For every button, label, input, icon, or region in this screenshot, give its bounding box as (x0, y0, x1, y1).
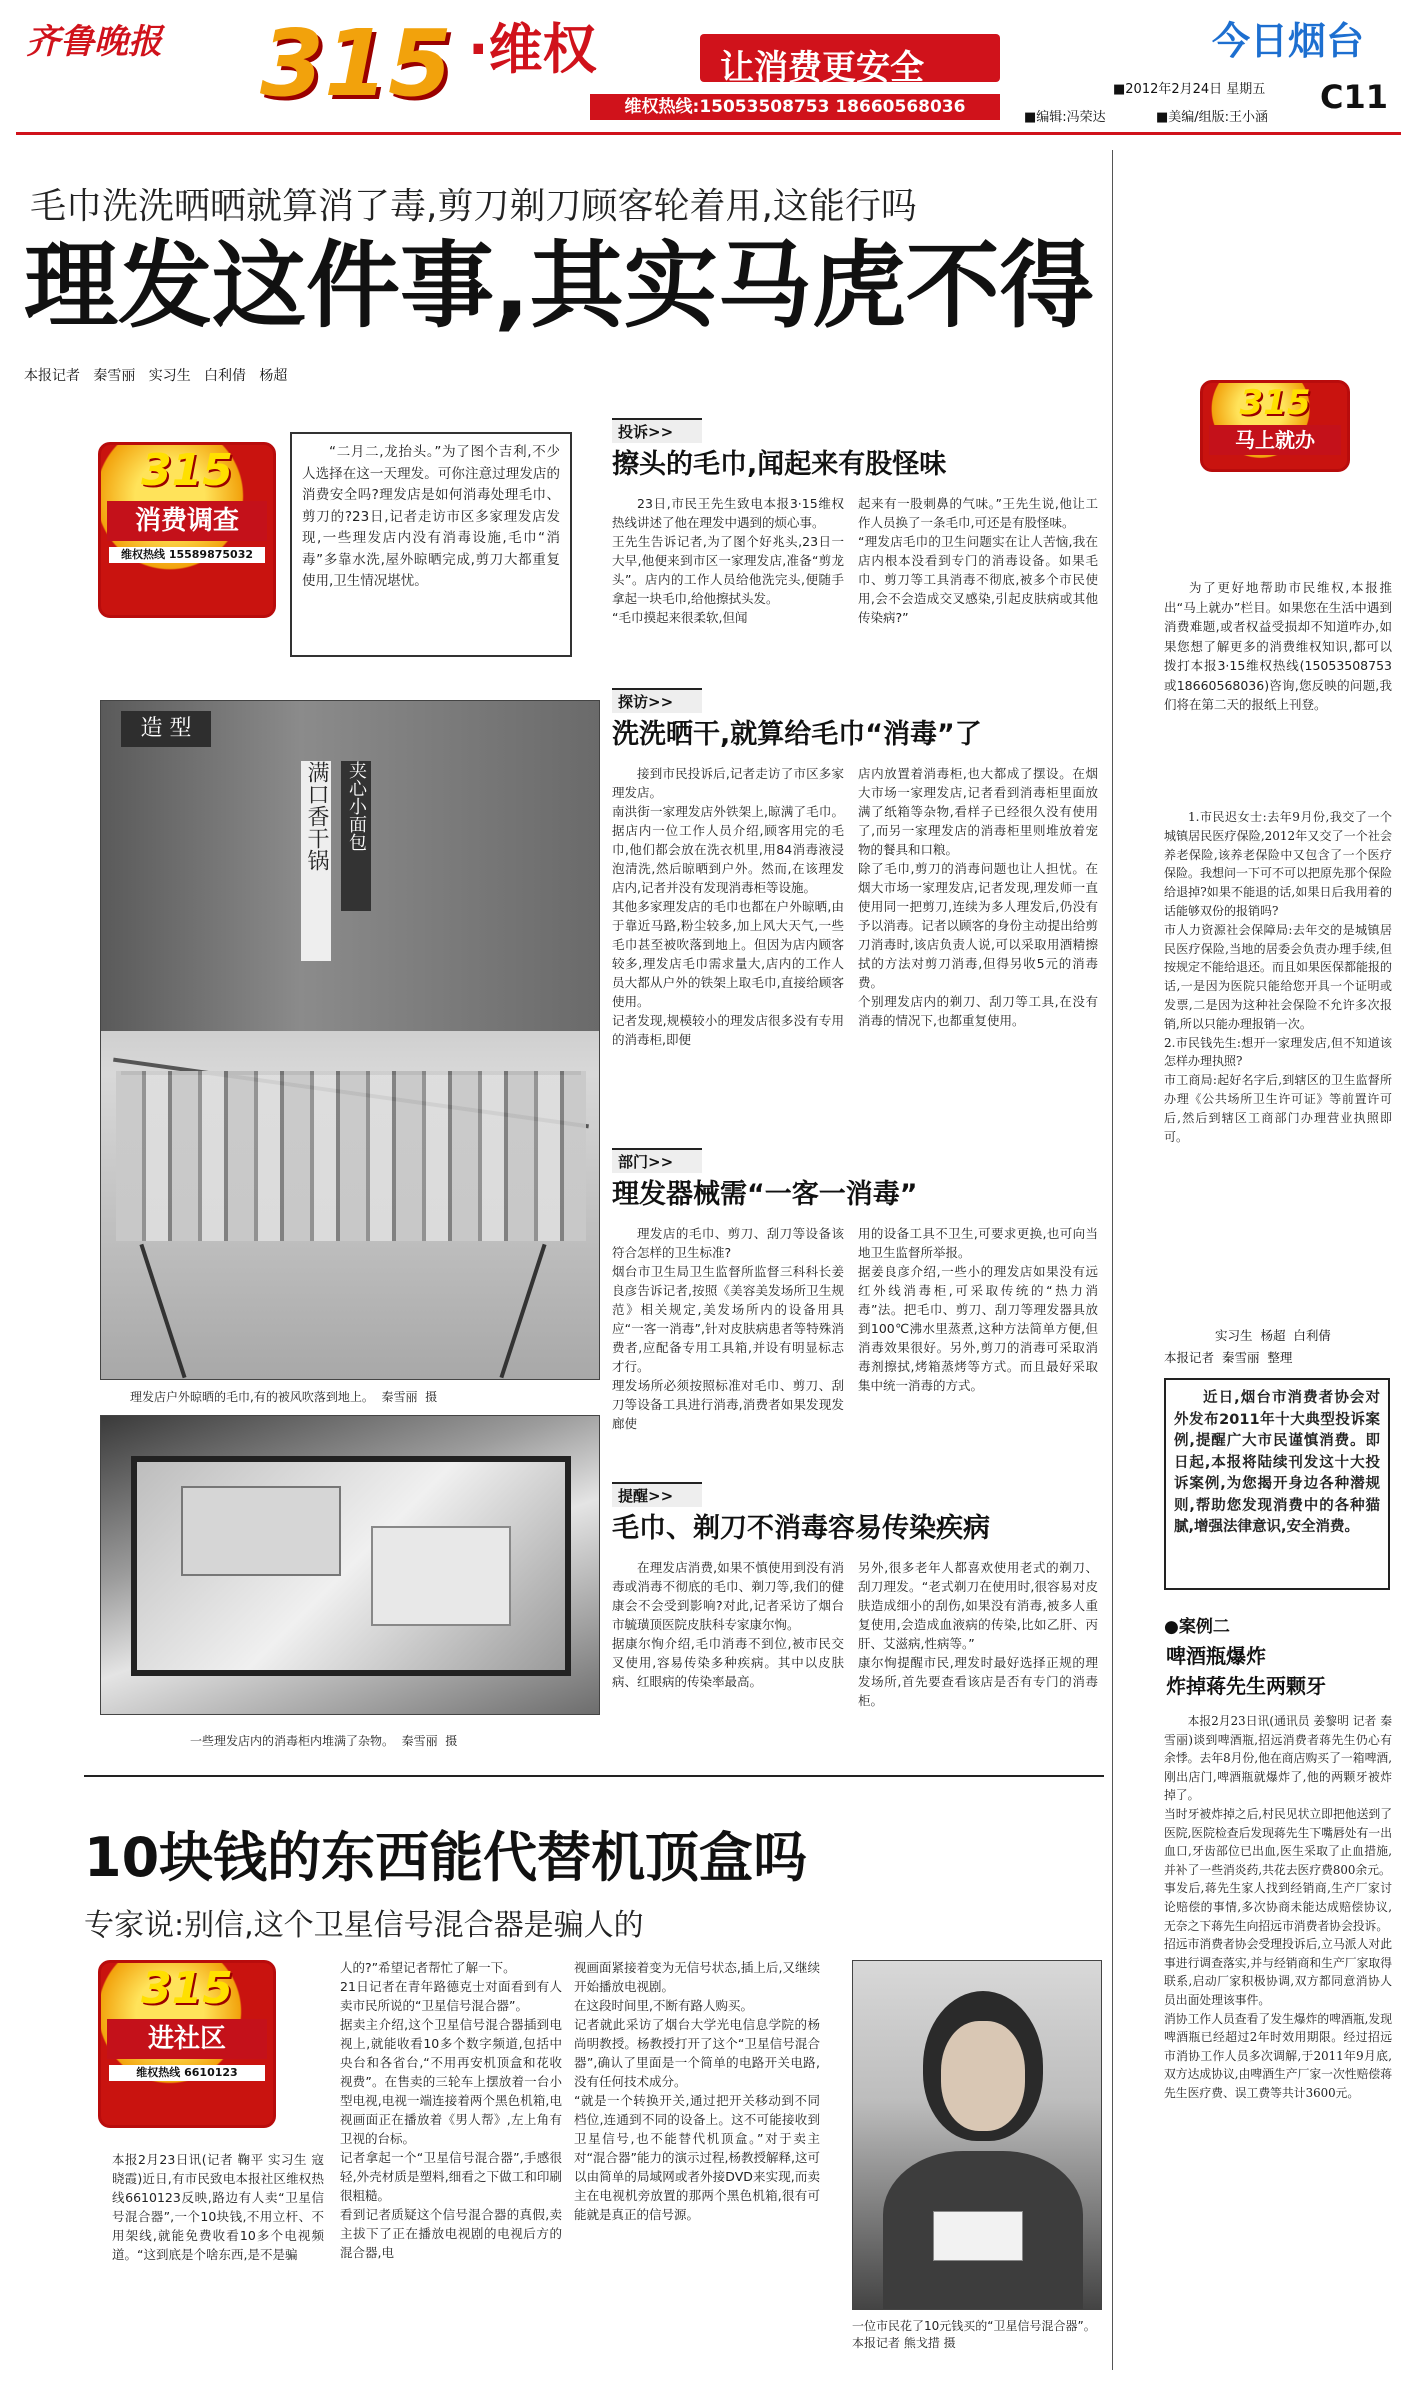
story2-headline: 10块钱的东西能代替机顶盒吗 (84, 1826, 808, 1889)
slogan-banner (700, 34, 1000, 88)
case-body: 本报2月23日讯(通讯员 姜黎明 记者 秦雪丽)谈到啤酒瓶,招远消费者蒋先生仍心有余悸。去年8月份,他在商店购买了一箱啤酒,刚出店门,啤酒瓶就爆炸了,他的两颗牙被炸掉了。 当时牙被炸掉之后,村民见状立即把他送到了医院,医院检查后发现蒋先生下嘴唇处有一出血口,牙齿部位已出血,医生采取了止血措施,并补了一些消炎药,共花去医疗费800余元。 事发后,蒋先生家人找到经销商,生产厂家讨论赔偿的事情,多次协商未能达成赔偿协议,无奈之下蒋先生向招远市消费者协会投诉。 招远市消费者协会受理投诉后,立马派人对此事进行调查落实,并与经销商和生产厂家取得联系,启动厂家积极协调,双方都同意消协人员出面处理该事件。 消协工作人员查看了发生爆炸的啤酒瓶,发现啤酒瓶已经超过2年时效用期限。经过招远市消协工作人员多次调解,于2011年9月底,双方达成协议,由啤酒生产厂家一次性赔偿蒋先生医疗费、误工费等共计3600元。 (1164, 1714, 1392, 2100)
column-divider (1112, 150, 1113, 2370)
section-tag-reminder: 提醒>> (612, 1482, 702, 1507)
hotline: 维权热线:15053508753 18660568036 (590, 94, 1000, 120)
section-title-complaint: 擦头的毛巾,闻起来有股怪味 (612, 449, 947, 480)
badge-number: 315 (141, 1963, 233, 2014)
shop-sign-style: 造 型 (121, 711, 211, 747)
story2-col3: 视画面紧接着变为无信号状态,插上后,又继续开始播放电视剧。 在这段时间里,不断有路人购买。 记者就此采访了烟台大学光电信息学院的杨尚明教授。杨教授打开了这个“卫星信号混合器”,确认了里面是一个简单的电路开关电路,没有任何技术成分。 “就是一个转换开关,通过把开关移动到不同档位,连通到不同的设备上。这不可能接收到卫星信号,也不能替代机顶盒。”对于卖主对“混合器”能力的演示过程,杨教授解释,这可以由简单的局域网或者外接DVD来实现,而卖主在电视机旁放置的那两个黑色机箱,很有可能就是真正的信号源。 (574, 1960, 820, 2222)
case-label: ●案例二 (1164, 1617, 1230, 1637)
drying-rack (101, 1031, 600, 1380)
badge-immediate (1200, 380, 1350, 472)
badge-number: 315 (141, 445, 233, 496)
photo2-caption: 一些理发店内的消毒柜内堆满了杂物。 秦雪丽 摄 (190, 1734, 458, 1748)
logo-number: 315 (260, 10, 453, 117)
photo-disinfection-cabinet (100, 1415, 600, 1715)
badge-label: 消费调查 (107, 501, 267, 541)
story-divider (84, 1775, 1104, 1777)
section-visit-col1: 接到市民投诉后,记者走访了市区多家理发店。 南洪街一家理发店外铁架上,晾满了毛巾。据店内一位工作人员介绍,顾客用完的毛巾,他们都会放在洗衣机里,用84消毒液浸泡清洗,然后晾晒到户外。然而,在该理发店内,记者并没有发现消毒柜等设施。 其他多家理发店的毛巾也都在户外晾晒,由于靠近马路,粉尘较多,加上风大天气,一些毛巾甚至被吹落到地上。但因为店内顾客较多,理发店毛巾需求量大,店内的工作人员大都从户外的铁架上取毛巾,直接给顾客使用。 记者发现,规模较小的理发店很多没有专用的消毒柜,即便 (612, 766, 844, 1047)
story1-byline: 本报记者 秦雪丽 实习生 白利倩 杨超 (24, 368, 288, 384)
section-complaint-col1: 23日,市民王先生致电本报3·15维权热线讲述了他在理发中遇到的烦心事。 王先生告诉记者,为了图个好兆头,23日一大早,他便来到市区一家理发店,准备“剪龙头”。店内的工作人员给他洗完头,便随手拿起一块毛巾,给他擦拭头发。 “毛巾摸起来很柔软,但闻 (612, 496, 844, 625)
story1-headline: 理发这件事,其实马虎不得 (24, 232, 1094, 341)
section-tag-complaint: 投诉>> (612, 418, 702, 443)
section-department-col2: 用的设备工具不卫生,可要求更换,也可向当地卫生监督所举报。 据姜良彦介绍,一些小的理发店如果没有远红外线消毒柜,可采取传统的“热力消毒”法。把毛巾、剪刀、刮刀等理发器具放到100℃沸水里蒸煮,这种方法简单方便,但消毒效果很好。另外,剪刀的消毒可采取消毒剂擦拭,烤箱蒸烤等方式。而且最好采取集中统一消毒的方式。 (858, 1226, 1098, 1393)
badge-consumer-survey (98, 442, 276, 618)
masthead-rule (16, 132, 1401, 135)
badge-community (98, 1960, 276, 2128)
lead-text: “二月二,龙抬头。”为了图个吉利,不少人选择在这一天理发。可你注意过理发店的消费安全吗?理发店是如何消毒处理毛巾、剪刀的?23日,记者走访市区多家理发店发现,一些理发店内没有消毒设施,毛巾“消毒”多靠水洗,屋外晾晒完成,剪刀大都重复使用,卫生情况堪忧。 (302, 444, 560, 589)
designer: ■美编/组版:王小涵 (1156, 110, 1269, 125)
photo-towels-drying (100, 700, 600, 1380)
story2-col2: 人的?”希望记者帮忙了解一下。 21日记者在青年路德克士对面看到有人卖市民所说的“卫星信号混合器”。 据卖主介绍,这个卫星信号混合器插到电视上,就能收看10多个数字频道,包括中央台和各省台,“不用再安机顶盒和花收视费”。在售卖的三轮车上摆放着一台小型电视,电视一端连接着两个黑色机箱,电视画面正在播放着《男人帮》,左上角有卫视的台标。 记者拿起一个“卫星信号混合器”,手感很轻,外壳材质是塑料,细看之下做工和印刷很粗糙。 看到记者质疑这个信号混合器的真假,卖主拔下了正在播放电视剧的电视后方的混合器,电 (340, 1960, 562, 2260)
section-reminder-col2: 另外,很多老年人都喜欢使用老式的剃刀、刮刀理发。“老式剃刀在使用时,很容易对皮肤造成细小的刮伤,如果没有消毒,被多人重复使用,会造成血液病的传染,比如乙肝、丙肝、艾滋病,性病等。” 康尔恂提醒市民,理发时最好选择正规的理发场所,首先要查看该店是否有专门的消毒柜。 (858, 1560, 1098, 1708)
paper-name: 齐鲁晚报 (26, 22, 162, 62)
masthead (0, 0, 1417, 130)
shop-sign-bread: 夹心小面包 (341, 761, 371, 911)
section-tag-department: 部门>> (612, 1148, 702, 1173)
badge-label: 马上就办 (1209, 425, 1341, 455)
photo3-caption: 一位市民花了10元钱买的“卫星信号混合器”。 本报记者 熊戈措 摄 (852, 2319, 1096, 2350)
section-department-col1: 理发店的毛巾、剪刀、刮刀等设备该符合怎样的卫生标准? 烟台市卫生局卫生监督所监督三科科长姜良彦告诉记者,按照《美容美发场所卫生规范》相关规定,美发场所内的设备用具应“一客一消毒”,针对皮肤病患者等特殊消费者,应配备专用工具箱,并设有明显标志才行。 理发场所必须按照标准对毛巾、剪刀、刮刀等设备工具进行消毒,消费者如果发现发廊使 (612, 1226, 844, 1431)
photo1-caption: 理发店户外晾晒的毛巾,有的被风吹落到地上。 秦雪丽 摄 (130, 1390, 438, 1404)
editor: ■编辑:冯荣达 (1024, 110, 1106, 125)
case-title-2: 炸掉蒋先生两颗牙 (1166, 1674, 1326, 1698)
story2-kicker: 专家说:别信,这个卫星信号混合器是骗人的 (84, 1908, 644, 1943)
badge-label: 进社区 (107, 2019, 267, 2059)
slogan: 让消费更安全 (720, 48, 924, 88)
hanging-towels (116, 1071, 586, 1241)
badge-number: 315 (1239, 383, 1311, 423)
badge-hotline: 维权热线 6610123 (109, 2065, 265, 2081)
shop-sign-restaurant: 满口香干锅 (301, 761, 331, 961)
sidebar-intro: 为了更好地帮助市民维权,本报推出“马上就办”栏目。如果您在生活中遇到消费难题,或者权益受损却不知道咋办,如果您想了解更多的消费维权知识,都可以拨打本报3·15维权热线(15053508753或18660568036)咨询,您反映的问题,我们将在第二天的报纸上刊登。 (1164, 580, 1392, 712)
sidebar-credit1: 实习生 杨超 白利倩 (1215, 1328, 1331, 1343)
section-title-department: 理发器械需“一客一消毒” (612, 1179, 918, 1210)
sidebar-notice-text: 近日,烟台市消费者协会对外发布2011年十大典型投诉案例,提醒广大市民谨慎消费。即日起,本报将陆续刊发这十大投诉案例,为您揭开身边各种潜规则,帮助您发现消费中的各种猫腻,增强法律意识,安全消费。 (1174, 1390, 1380, 1535)
case-title-1: 啤酒瓶爆炸 (1166, 1644, 1266, 1668)
section-title-reminder: 毛巾、剃刀不消毒容易传染疾病 (612, 1513, 990, 1544)
lead-box (290, 432, 572, 657)
section-complaint-col2: 起来有一股刺鼻的气味。”王先生说,他让工作人员换了一条毛巾,可还是有股怪味。 “理发店毛巾的卫生问题实在让人苦恼,我在店内根本没看到专门的消毒设备。如果毛巾、剪刀等工具消毒不彻底,被多个市民使用,会不会造成交叉感染,引起皮肤病或其他传染病?” (858, 496, 1098, 625)
section-reminder-col1: 在理发店消费,如果不慎使用到没有消毒或消毒不彻底的毛巾、剃刀等,我们的健康会不会受到影响?对此,记者采访了烟台市毓璜顶医院皮肤科专家康尔恂。 据康尔恂介绍,毛巾消毒不到位,被市民交叉使用,容易传染多种疾病。其中以皮肤病、红眼病的传染率最高。 (612, 1560, 844, 1689)
section-name: 今日烟台 (1212, 19, 1365, 63)
section-tag-visit: 探访>> (612, 688, 702, 713)
story2-col1: 本报2月23日讯(记者 鞠平 实习生 寇晓霞)近日,有市民致电本报社区维权热线6610123反映,路边有人卖“卫星信号混合器”,一个10块钱,不用立杆、不用架线,就能免费收看10多个电视频道。“这到底是个啥东西,是不是骗 (112, 2152, 324, 2262)
logo-title: ·维权 (468, 18, 597, 81)
sidebar-credit2: 本报记者 秦雪丽 整理 (1164, 1350, 1293, 1365)
story1-kicker: 毛巾洗洗晒晒就算消了毒,剪刀剃刀顾客轮着用,这能行吗 (30, 186, 917, 227)
page-number: C11 (1320, 78, 1389, 116)
section-title-visit: 洗洗晒干,就算给毛巾“消毒”了 (612, 719, 982, 750)
photo-woman-with-device (852, 1960, 1102, 2310)
sidebar-notice-box (1164, 1378, 1390, 1590)
badge-hotline: 维权热线 15589875032 (109, 547, 265, 563)
section-visit-col2: 店内放置着消毒柜,也大都成了摆设。在烟大市场一家理发店,记者看到消毒柜里面放满了纸箱等杂物,看样子已经很久没有使用了,而另一家理发店的消毒柜里则堆放着宠物的餐具和口粮。 除了毛巾,剪刀的消毒问题也让人担忧。在烟大市场一家理发店,记者发现,理发师一直使用同一把剪刀,连续为多人理发后,仍没有予以消毒。记者以顾客的身份主动提出给剪刀消毒时,该店负责人说,可以采取用酒精擦拭的方法对剪刀消毒,但得另收5元的消毒费。 个别理发店内的剃刀、刮刀等工具,在没有消毒的情况下,也都重复使用。 (858, 766, 1098, 1028)
issue-date: ■2012年2月24日 星期五 (1113, 82, 1266, 97)
logo-315 (260, 10, 1020, 126)
sidebar-qa: 1.市民迟女士:去年9月份,我交了一个城镇居民医疗保险,2012年又交了一个社会养老保险,该养老保险中又包含了一个医疗保险。我想问一下可不可以把原先那个保险给退掉?如果不能退的话,如果日后我用着的话能够双份的报销吗? 市人力资源社会保障局:去年交的是城镇居民医疗保险,当地的居委会负责办理手续,但按规定不能给退还。而且如果医保都能报的话,一是因为医院只能给您开具一个证明或发票,二是因为这种社会保险不允许多次报销,所以只能办理报销一次。 2.市民钱先生:想开一家理发店,但不知道该怎样办理执照? 市工商局:起好名字后,到辖区的卫生监督所办理《公共场所卫生许可证》等前置许可后,然后到辖区工商部门办理营业执照即可。 (1164, 810, 1393, 1144)
